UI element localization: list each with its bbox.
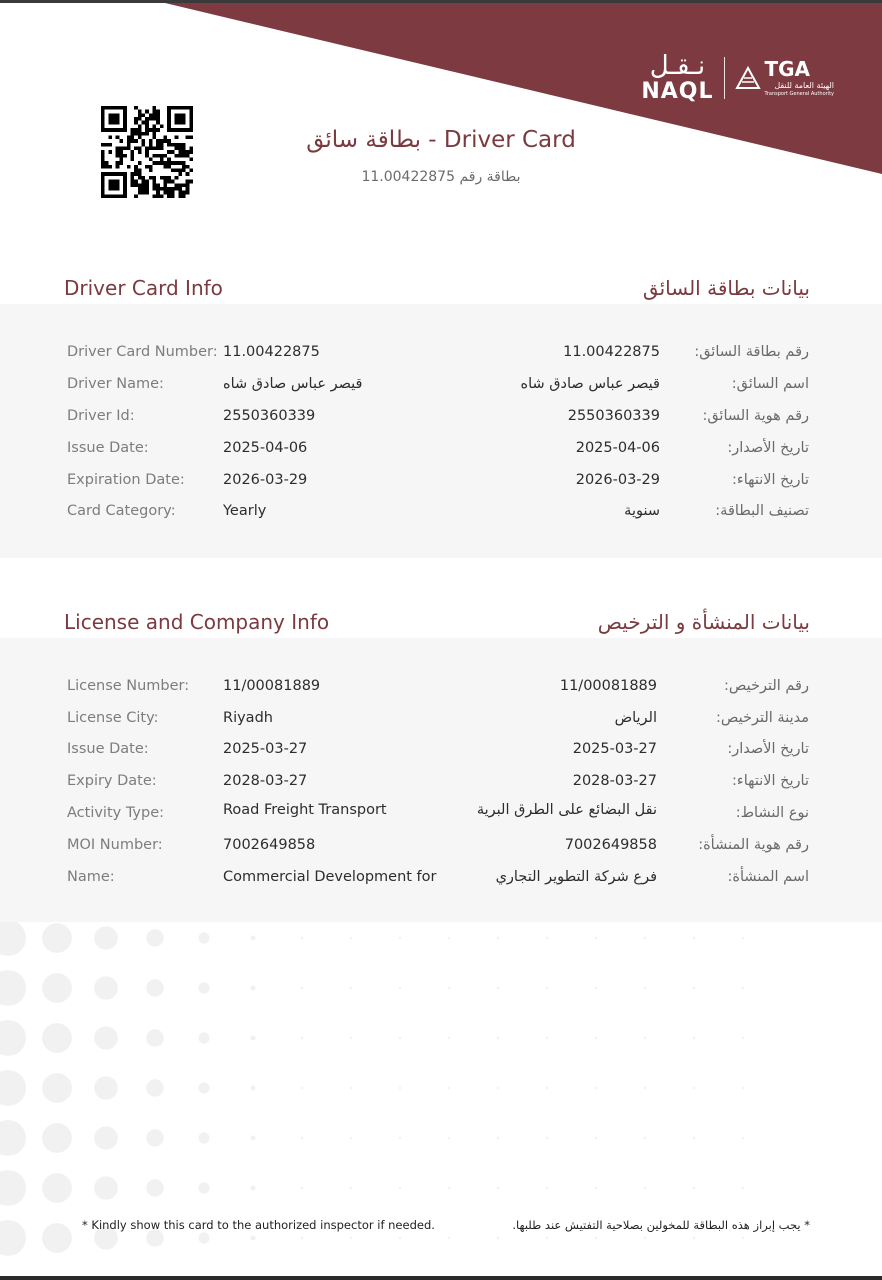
driver-row [0,472,882,492]
footer-note-en: * Kindly show this card to the authorized inspector if needed. [82,1218,435,1232]
field-value-en: Road Freight Transport [223,802,387,818]
license-section-title-ar: بيانات المنشأة و الترخيص [597,610,810,634]
field-value-ar: 2025-04-06 [575,440,660,456]
field-value-en: 11.00422875 [223,344,320,360]
tga-name-english: Transport General Authority [764,91,834,97]
field-label-ar: تصنيف البطاقة: [715,503,809,519]
qr-code [101,106,193,198]
license-row [0,869,882,889]
license-section-title-en: License and Company Info [64,610,330,634]
field-value-ar: سنوية [624,503,660,519]
field-label-en: Driver Name: [67,376,164,392]
field-value-ar: 2028-03-27 [572,773,657,789]
naql-logo-arabic: نـقـل [649,51,706,81]
driver-row [0,503,882,523]
field-value-ar: 7002649858 [564,837,657,853]
field-value-en: 2025-04-06 [223,440,308,456]
tga-abbreviation: TGA [764,57,811,81]
naql-logo-latin: NAQL [641,79,714,104]
field-value-ar: نقل البضائع على الطرق البرية [476,802,657,818]
field-label-en: Name: [67,869,115,885]
license-row [0,741,882,761]
field-value-ar: قيصر عباس صادق شاه [520,376,660,392]
tga-name-arabic: الهيئة العامة للنقل [774,81,834,90]
tga-logo [735,59,835,97]
field-label-ar: رقم الترخيص: [723,678,809,694]
naql-logo [641,53,713,103]
field-value-ar: 2025-03-27 [572,741,657,757]
footer-note-ar: * يجب إبراز هذه البطاقة للمخولين بصلاحية التفتيش عند طلبها. [512,1218,810,1232]
field-label-ar: رقم بطاقة السائق: [694,344,809,360]
field-label-ar: رقم هوية المنشأة: [698,837,809,853]
card-title: بطاقة سائق - Driver Card [306,127,576,153]
bottom-border [0,1276,882,1280]
card-number-subtitle: بطاقة رقم 11.00422875 [361,169,521,185]
field-label-ar: تاريخ الانتهاء: [732,773,809,789]
brand-logos [641,52,834,104]
logo-divider [724,57,725,99]
field-label-en: MOI Number: [67,837,163,853]
license-row [0,773,882,793]
field-label-ar: تاريخ الانتهاء: [732,472,809,488]
field-value-ar: 2026-03-29 [575,472,660,488]
field-value-en: Commercial Development for [223,869,437,885]
field-value-en: 2028-03-27 [223,773,308,789]
field-label-ar: مدينة الترخيص: [716,710,809,726]
field-label-ar: نوع النشاط: [735,805,809,821]
field-value-ar: 11/00081889 [559,678,657,694]
driver-row [0,408,882,428]
field-label-ar: اسم السائق: [731,376,809,392]
field-value-en: 7002649858 [223,837,316,853]
field-label-ar: رقم هوية السائق: [702,408,809,424]
driver-section-title-en: Driver Card Info [64,276,223,300]
field-value-ar: 11.00422875 [563,344,660,360]
driver-row [0,440,882,460]
field-value-ar: فرع شركة التطوير التجاري [495,869,657,885]
field-label-ar: تاريخ الأصدار: [727,741,809,757]
field-value-en: 11/00081889 [223,678,321,694]
driver-section-title-ar: بيانات بطاقة السائق [642,276,810,300]
field-value-en: 2025-03-27 [223,741,308,757]
field-label-en: License City: [67,710,159,726]
tga-emblem-icon [735,66,761,90]
field-label-en: Issue Date: [67,741,149,757]
field-value-en: قيصر عباس صادق شاه [223,376,363,392]
field-label-ar: اسم المنشأة: [727,869,809,885]
field-label-en: Activity Type: [67,805,165,821]
field-value-en: Yearly [223,503,267,519]
field-label-ar: تاريخ الأصدار: [727,440,809,456]
field-value-en: 2550360339 [223,408,316,424]
field-label-en: License Number: [67,678,190,694]
field-label-en: Driver Id: [67,408,135,424]
license-row [0,678,882,698]
field-value-ar: الرياض [614,710,657,726]
driver-row [0,376,882,396]
license-row [0,710,882,730]
field-label-en: Card Category: [67,503,176,519]
license-row [0,804,882,824]
field-label-en: Issue Date: [67,440,149,456]
field-label-en: Driver Card Number: [67,344,218,360]
field-label-en: Expiry Date: [67,773,157,789]
license-row [0,837,882,857]
field-value-en: Riyadh [223,710,273,726]
field-value-en: 2026-03-29 [223,472,308,488]
field-value-ar: 2550360339 [567,408,660,424]
driver-row [0,344,882,364]
field-label-en: Expiration Date: [67,472,185,488]
